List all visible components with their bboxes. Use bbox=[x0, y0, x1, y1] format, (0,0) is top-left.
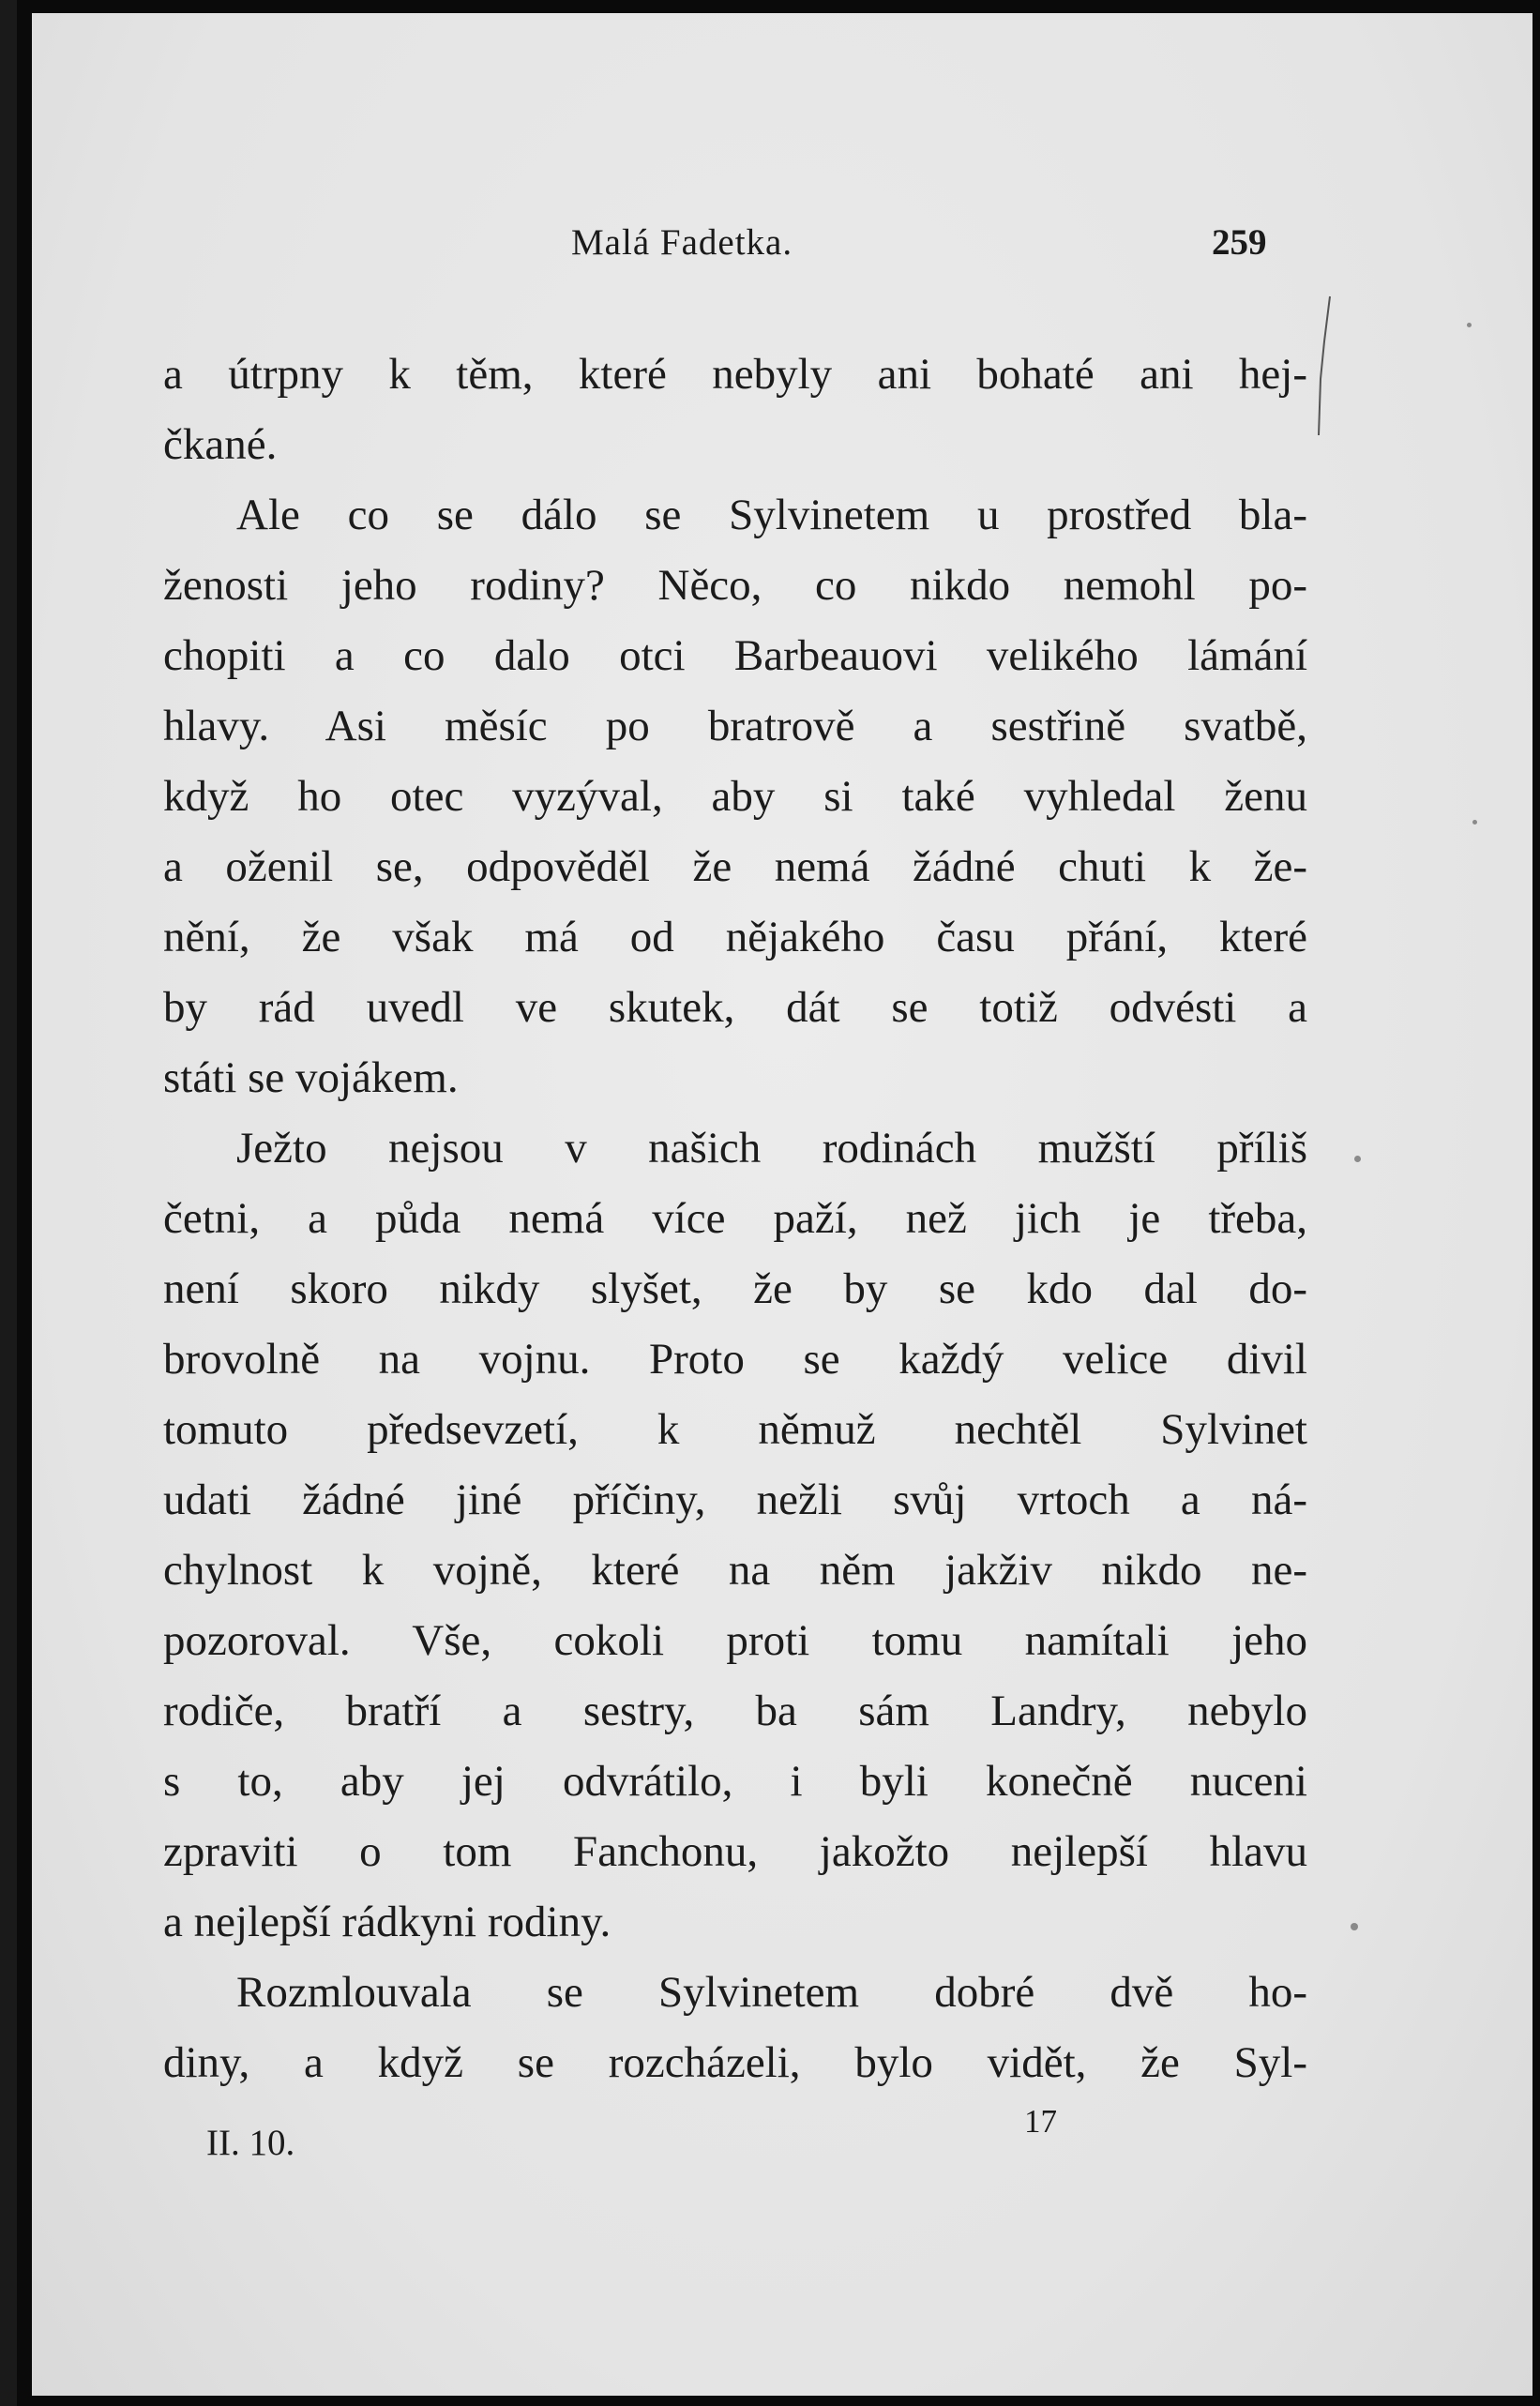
text-line: diny, a když se rozcházeli, bylo vidět, že Syl- bbox=[163, 2038, 1307, 2087]
page-header bbox=[32, 221, 1532, 268]
pencil-mark bbox=[1315, 295, 1334, 454]
sheet-number: 17 bbox=[1024, 2103, 1057, 2140]
text-line: a nejlepší rádkyni rodiny. bbox=[163, 1898, 611, 1946]
text-line: udati žádné jiné příčiny, nežli svůj vrtoch a ná- bbox=[163, 1475, 1307, 1524]
text-line: a útrpny k těm, které nebyly ani bohaté ani hej- bbox=[163, 350, 1307, 399]
text-line: když ho otec vyzýval, aby si také vyhledal ženu bbox=[163, 772, 1307, 821]
text-line: četni, a půda nemá více paží, než jich je třeba, bbox=[163, 1194, 1307, 1243]
text-line: brovolně na vojnu. Proto se každý velice divil bbox=[163, 1335, 1307, 1384]
text-line: chylnost k vojně, které na něm jakživ nikdo ne- bbox=[163, 1546, 1307, 1595]
body-text bbox=[163, 340, 1307, 2098]
text-line: s to, aby jej odvrátilo, i byli konečně nuceni bbox=[163, 1757, 1307, 1806]
text-line: pozoroval. Vše, cokoli proti tomu namítali jeho bbox=[163, 1616, 1307, 1665]
text-line: není skoro nikdy slyšet, že by se kdo dal do- bbox=[163, 1264, 1307, 1313]
text-line: tomuto předsevzetí, k němuž nechtěl Sylvinet bbox=[163, 1405, 1307, 1454]
text-line: nění, že však má od nějakého času přání, které bbox=[163, 913, 1307, 961]
text-line: Ježto nejsou v našich rodinách mužští příliš bbox=[236, 1124, 1307, 1173]
text-line: a oženil se, odpověděl že nemá žádné chuti k že- bbox=[163, 842, 1307, 891]
text-line: chopiti a co dalo otci Barbeauovi velikého lámání bbox=[163, 631, 1307, 680]
text-line: státi se vojákem. bbox=[163, 1053, 459, 1102]
signature-mark: II. 10. bbox=[206, 2123, 295, 2163]
text-line: Rozmlouvala se Sylvinetem dobré dvě ho- bbox=[236, 1968, 1307, 2017]
speck bbox=[1354, 1156, 1361, 1162]
speck bbox=[1467, 323, 1472, 327]
page-number: 259 bbox=[1212, 222, 1267, 263]
page-left-edge bbox=[0, 0, 17, 2406]
text-line: hlavy. Asi měsíc po bratrově a sestřině svatbě, bbox=[163, 702, 1307, 750]
text-line: rodiče, bratří a sestry, ba sám Landry, nebylo bbox=[163, 1687, 1307, 1735]
book-page bbox=[32, 13, 1532, 2396]
running-title: Malá Fadetka. bbox=[571, 222, 793, 263]
text-line: čkané. bbox=[163, 420, 278, 469]
speck bbox=[1472, 820, 1477, 825]
text-line: by rád uvedl ve skutek, dát se totiž odvésti a bbox=[163, 983, 1307, 1032]
text-line: Ale co se dálo se Sylvinetem u prostřed bla- bbox=[236, 491, 1307, 539]
text-line: zpraviti o tom Fanchonu, jakožto nejlepší hlavu bbox=[163, 1827, 1307, 1876]
speck bbox=[1351, 1923, 1358, 1930]
text-line: ženosti jeho rodiny? Něco, co nikdo nemohl po- bbox=[163, 561, 1307, 610]
